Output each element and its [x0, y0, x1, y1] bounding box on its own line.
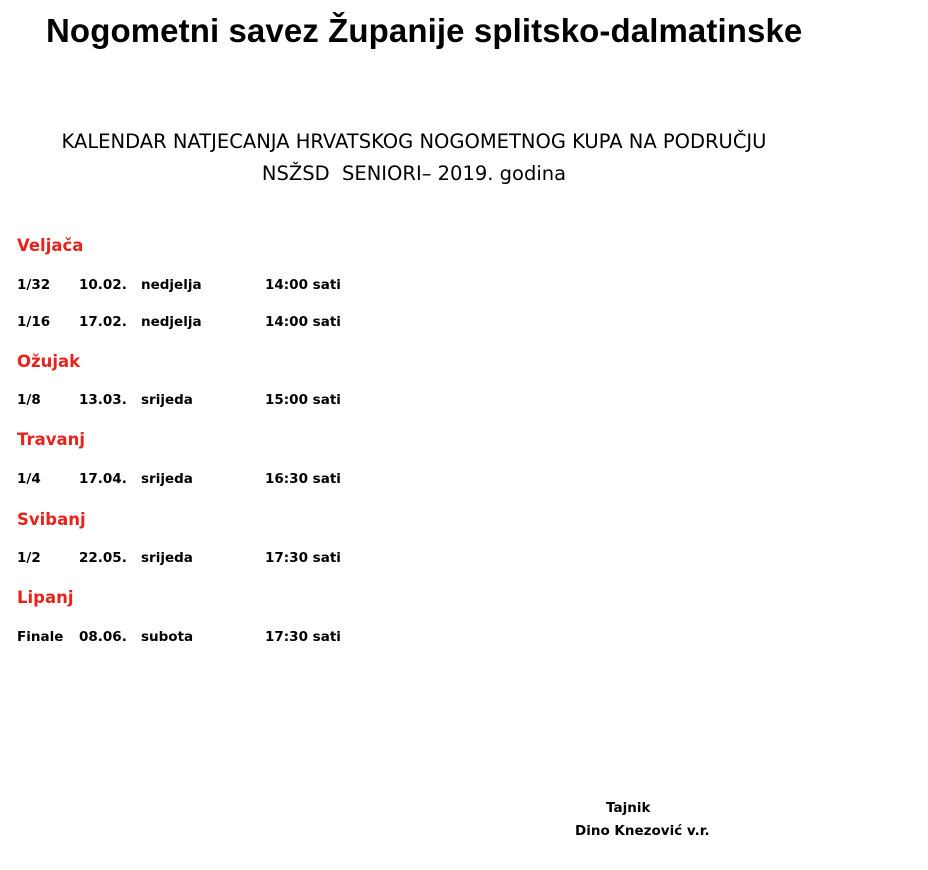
calendar-heading-line-1: KALENDAR NATJECANJA HRVATSKOG NOGOMETNOG KUPA NA PODRUČJU: [61, 130, 767, 153]
match-date: 08.06.: [79, 629, 127, 645]
match-day: srijeda: [141, 550, 193, 566]
signature-name: Dino Knezović v.r.: [575, 823, 710, 839]
round-label: 1/4: [17, 471, 41, 487]
month-heading-svibanj: Svibanj: [17, 510, 86, 529]
match-time: 14:00 sati: [265, 314, 341, 330]
signature-role: Tajnik: [606, 800, 651, 816]
match-date: 22.05.: [79, 550, 127, 566]
match-day: subota: [141, 629, 194, 645]
schedule-row: [0, 471, 400, 491]
calendar-heading-line-2: NSŽSD SENIORI– 2019. godina: [261, 162, 567, 185]
match-day: srijeda: [141, 471, 193, 487]
round-label: 1/8: [17, 392, 41, 408]
match-day: nedjelja: [141, 314, 202, 330]
month-heading-travanj: Travanj: [17, 430, 86, 449]
match-time: 16:30 sati: [265, 471, 341, 487]
month-heading-veljaca: Veljača: [17, 236, 84, 255]
match-time: 17:30 sati: [265, 629, 341, 645]
organization-title: Nogometni savez Županije splitsko-dalmatinske: [46, 12, 803, 49]
match-time: 15:00 sati: [265, 392, 341, 408]
round-label: 1/16: [17, 314, 51, 330]
match-date: 17.02.: [79, 314, 127, 330]
match-date: 10.02.: [79, 277, 127, 293]
schedule-row: [0, 392, 400, 412]
month-heading-ozujak: Ožujak: [17, 352, 81, 371]
schedule-row: [0, 314, 400, 334]
match-date: 13.03.: [79, 392, 127, 408]
round-label: 1/32: [17, 277, 51, 293]
match-day: srijeda: [141, 392, 193, 408]
match-time: 14:00 sati: [265, 277, 341, 293]
round-label: 1/2: [17, 550, 41, 566]
round-label: Finale: [17, 629, 64, 645]
match-time: 17:30 sati: [265, 550, 341, 566]
schedule-row: [0, 629, 400, 649]
match-day: nedjelja: [141, 277, 202, 293]
month-heading-lipanj: Lipanj: [17, 588, 74, 607]
schedule-row: [0, 277, 400, 297]
match-date: 17.04.: [79, 471, 127, 487]
schedule-row: [0, 550, 400, 570]
